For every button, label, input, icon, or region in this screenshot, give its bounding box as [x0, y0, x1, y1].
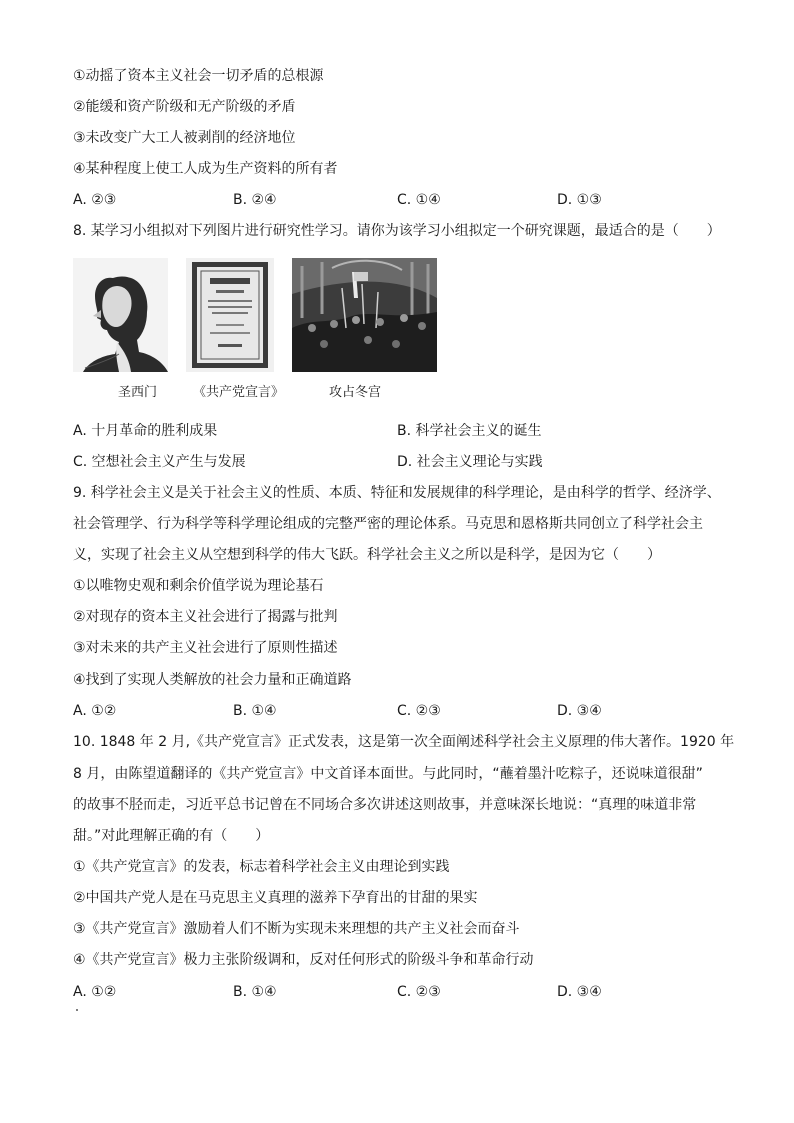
q9-options — [73, 701, 733, 721]
q10-item-4: ④《共产党宣言》极力主张阶级调和，反对任何形式的阶级斗争和革命行动 — [73, 952, 534, 968]
q10-stem-line-2: 8 月，由陈望道翻译的《共产党宣言》中文首译本面世。与此同时，“蘸着墨汁吃粽子，还说味道很甜” — [73, 766, 703, 782]
q8-option-c[interactable]: C. 空想社会主义产生与发展 — [73, 454, 246, 470]
q9-option-a[interactable]: A. ①② — [73, 703, 117, 719]
q10-option-b[interactable]: B. ①④ — [233, 984, 277, 1000]
q9-option-b[interactable]: B. ①④ — [233, 703, 277, 719]
q7-item-4: ④某种程度上使工人成为生产资料的所有者 — [73, 161, 338, 177]
q10-options — [73, 982, 733, 1002]
q8-option-a[interactable]: A. 十月革命的胜利成果 — [73, 423, 218, 439]
q9-item-1: ①以唯物史观和剩余价值学说为理论基石 — [73, 578, 324, 594]
q8-stem: 8. 某学习小组拟对下列图片进行研究性学习。请你为该学习小组拟定一个研究课题，最适合的是（ ） — [73, 223, 721, 239]
q8-figures — [73, 258, 443, 378]
q10-option-a[interactable]: A. ①② — [73, 984, 117, 1000]
communist-manifesto-cover-image — [186, 258, 274, 372]
q7-option-a[interactable]: A. ②③ — [73, 192, 117, 208]
caption-saint-simon: 圣西门 — [118, 385, 158, 400]
caption-winter-palace: 攻占冬宫 — [329, 385, 382, 400]
q8-options-row-2 — [73, 452, 733, 472]
q10-option-d[interactable]: D. ③④ — [557, 984, 602, 1000]
q7-item-2: ②能缓和资产阶级和无产阶级的矛盾 — [73, 99, 296, 115]
q7-option-c[interactable]: C. ①④ — [397, 192, 441, 208]
q8-option-b[interactable]: B. 科学社会主义的诞生 — [397, 423, 542, 439]
q7-item-3: ③未改变广大工人被剥削的经济地位 — [73, 130, 296, 146]
q9-item-4: ④找到了实现人类解放的社会力量和正确道路 — [73, 672, 352, 688]
portrait-saint-simon-image — [73, 258, 168, 372]
q7-item-1: ①动摇了资本主义社会一切矛盾的总根源 — [73, 68, 324, 84]
q9-option-d[interactable]: D. ③④ — [557, 703, 602, 719]
q10-item-1: ①《共产党宣言》的发表，标志着科学社会主义由理论到实践 — [73, 859, 450, 875]
scan-speck — [76, 1009, 78, 1011]
q7-option-b[interactable]: B. ②④ — [233, 192, 277, 208]
q9-stem-line-1: 9. 科学社会主义是关于社会主义的性质、本质、特征和发展规律的科学理论，是由科学的哲学、经济学、 — [73, 485, 721, 501]
q10-item-2: ②中国共产党人是在马克思主义真理的滋养下孕育出的甘甜的果实 — [73, 890, 478, 906]
caption-communist-manifesto: 《共产党宣言》 — [193, 385, 285, 400]
q9-option-c[interactable]: C. ②③ — [397, 703, 441, 719]
q10-stem-line-3: 的故事不胫而走，习近平总书记曾在不同场合多次讲述这则故事，并意味深长地说：“真理的味道非常 — [73, 797, 697, 813]
q10-stem-line-1: 10. 1848 年 2 月,《共产党宣言》正式发表，这是第一次全面阐述科学社会主义原理的伟大著作。1920 年 — [73, 734, 735, 750]
q10-stem-line-4: 甜。”对此理解正确的有（ ） — [73, 828, 270, 844]
q7-option-d[interactable]: D. ①③ — [557, 192, 602, 208]
q9-item-3: ③对未来的共产主义社会进行了原则性描述 — [73, 640, 338, 656]
q9-stem-line-2: 社会管理学、行为科学等科学理论组成的完整严密的理论体系。马克思和恩格斯共同创立了科学社会主 — [73, 516, 703, 532]
q10-item-3: ③《共产党宣言》激励着人们不断为实现未来理想的共产主义社会而奋斗 — [73, 921, 520, 937]
q8-option-d[interactable]: D. 社会主义理论与实践 — [397, 454, 543, 470]
q8-options-row-1 — [73, 421, 733, 441]
q7-options — [73, 190, 733, 210]
q9-stem-line-3: 义，实现了社会主义从空想到科学的伟大飞跃。科学社会主义之所以是科学，是因为它（ ） — [73, 547, 661, 563]
q9-item-2: ②对现存的资本主义社会进行了揭露与批判 — [73, 609, 338, 625]
storming-winter-palace-image — [292, 258, 437, 372]
q10-option-c[interactable]: C. ②③ — [397, 984, 441, 1000]
